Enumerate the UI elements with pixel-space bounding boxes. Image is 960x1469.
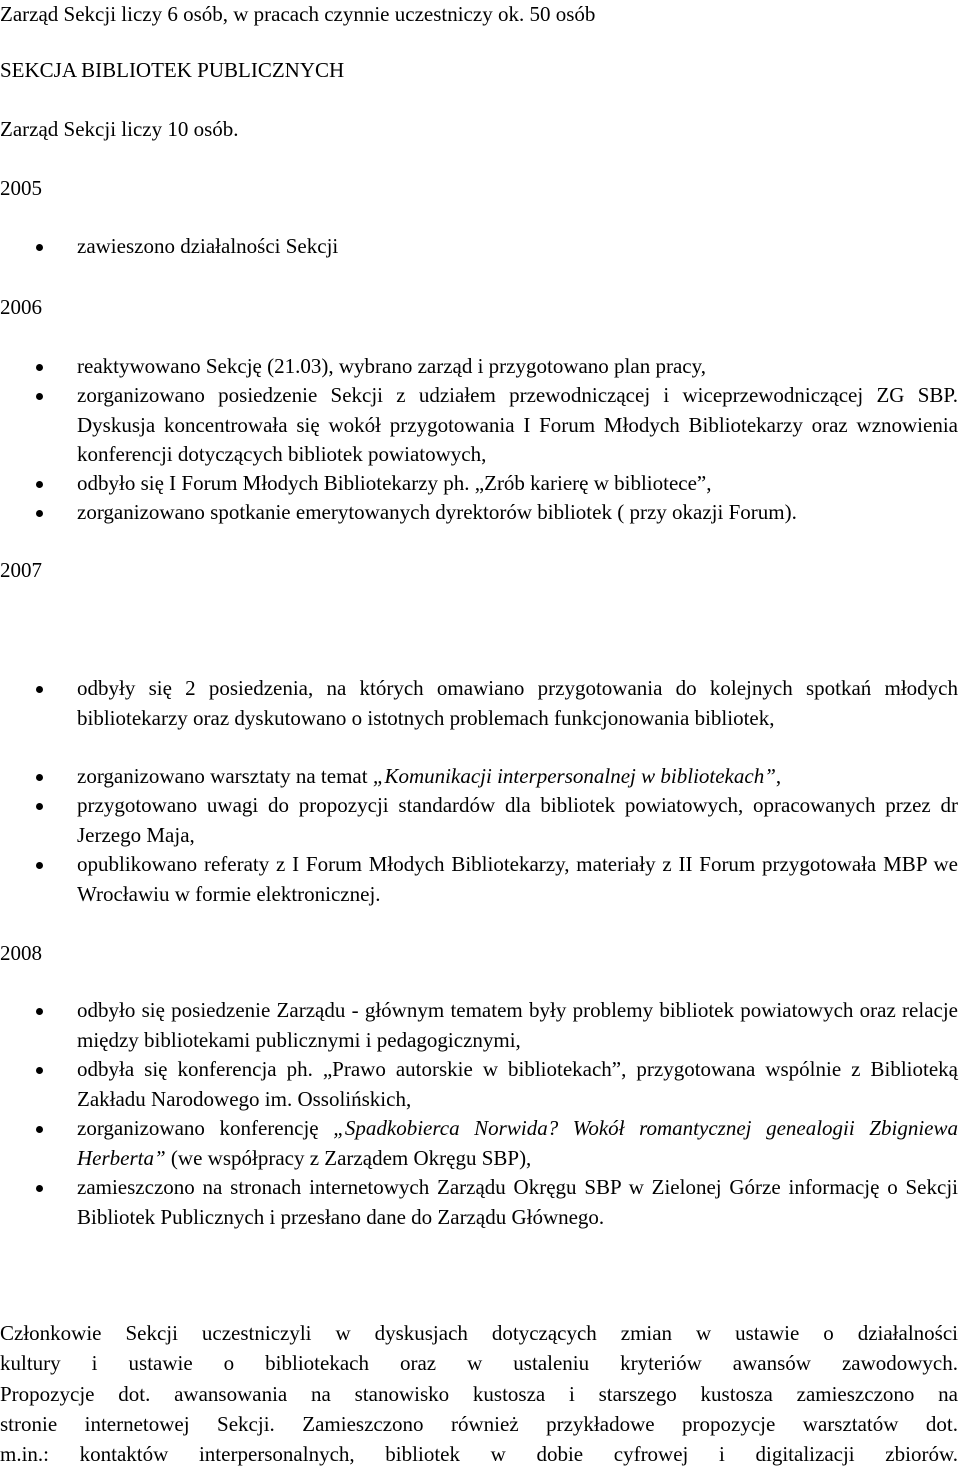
list-item: opublikowano referaty z I Forum Młodych Bibliotekarzy, materiały z II Forum przygotowała MBP we Wrocławiu w formie elektronicznej. — [77, 852, 958, 906]
bullet-icon — [36, 1126, 43, 1133]
bullet-icon — [36, 510, 43, 517]
item-text: , — [775, 764, 782, 788]
list-item — [77, 762, 958, 792]
list-item: zorganizowano spotkanie emerytowanych dyrektorów bibliotek ( przy okazji Forum). — [77, 500, 797, 524]
paragraph-line: Propozycje dot. awansowania na stanowisko kustosza i starszego kustosza zamieszczono na — [0, 1381, 958, 1406]
paragraph-line: kultury i ustawie o bibliotekach oraz w ustaleniu kryteriów awansów zawodowych. — [0, 1351, 958, 1376]
closing-paragraph — [0, 1318, 958, 1469]
list-item: odbyły się 2 posiedzenia, na których omawiano przygotowania do kolejnych spotkań młodych bibliotekarzy oraz dyskutowano o istotnych problemach funkcjonowania bibliotek, — [77, 676, 958, 730]
bullet-icon — [36, 774, 43, 781]
list-item: odbyła się konferencja ph. „Prawo autorskie w bibliotekach”, przygotowana wspólnie z Biblioteką Zakładu Narodowego im. Ossolińskich, — [77, 1057, 958, 1111]
bullet-icon — [36, 862, 43, 869]
list-item: zorganizowano posiedzenie Sekcji z udziałem przewodniczącej i wiceprzewodniczącej ZG SBP. Dyskusja koncentrowała się wokół przygotowania I Forum Młodych Bibliotekarzy oraz wznowienia konferencji dotyczących bibliotek powiatowych, — [77, 383, 958, 466]
year-heading-2005: 2005 — [0, 176, 42, 200]
bullet-icon — [36, 1185, 43, 1192]
year-heading-2007: 2007 — [0, 558, 42, 582]
bullet-icon — [36, 481, 43, 488]
item-text: zorganizowano konferencję — [77, 1116, 334, 1140]
bullet-icon — [36, 1008, 43, 1015]
year-heading-2006: 2006 — [0, 295, 42, 319]
bullet-icon — [36, 364, 43, 371]
item-italic-title: „Komunikacji interpersonalnej w bibliotekach” — [372, 764, 776, 788]
intro-line-board-size: Zarząd Sekcji liczy 6 osób, w pracach czynnie uczestniczy ok. 50 osób — [0, 2, 596, 26]
list-item: zawieszono działalności Sekcji — [77, 234, 339, 258]
list-item: przygotowano uwagi do propozycji standardów dla bibliotek powiatowych, opracowanych przez dr Jerzego Maja, — [77, 793, 958, 847]
year-heading-2008: 2008 — [0, 941, 42, 965]
paragraph-line: m.in.: kontaktów interpersonalnych, bibliotek w dobie cyfrowej i digitalizacji zbiorów. — [0, 1442, 958, 1467]
bullet-icon — [36, 686, 43, 693]
paragraph-line: Członkowie Sekcji uczestniczyli w dyskusjach dotyczących zmian w ustawie o działalności — [0, 1321, 958, 1345]
bullet-icon — [36, 1067, 43, 1074]
item-text: zorganizowano warsztaty na temat — [77, 764, 373, 788]
list-item — [77, 1114, 958, 1173]
list-item: zamieszczono na stronach internetowych Zarządu Okręgu SBP w Zielonej Górze informację o Sekcji Bibliotek Publicznych i przesłano dane do Zarządu Głównego. — [77, 1175, 958, 1229]
list-item: odbyło się posiedzenie Zarządu - głównym tematem były problemy bibliotek powiatowych oraz relacje między bibliotekami publicznymi i pedagogicznymi, — [77, 998, 958, 1052]
section-title: SEKCJA BIBLIOTEK PUBLICZNYCH — [0, 58, 345, 82]
item-text: (we współpracy z Zarządem Okręgu SBP), — [165, 1145, 532, 1170]
item-italic-title: „Spadkobierca Norwida? Wokół romantycznej genealogii Zbigniewa Herberta” — [77, 1116, 958, 1170]
section-board-size: Zarząd Sekcji liczy 10 osób. — [0, 117, 239, 141]
bullet-icon — [36, 393, 43, 400]
list-item: reaktywowano Sekcję (21.03), wybrano zarząd i przygotowano plan pracy, — [77, 354, 706, 378]
bullet-icon — [36, 803, 43, 810]
list-item: odbyło się I Forum Młodych Bibliotekarzy ph. „Zrób karierę w bibliotece”, — [77, 471, 712, 495]
bullet-icon — [36, 244, 43, 251]
paragraph-line: stronie internetowej Sekcji. Zamieszczono również przykładowe propozycje warsztatów dot. — [0, 1411, 958, 1436]
